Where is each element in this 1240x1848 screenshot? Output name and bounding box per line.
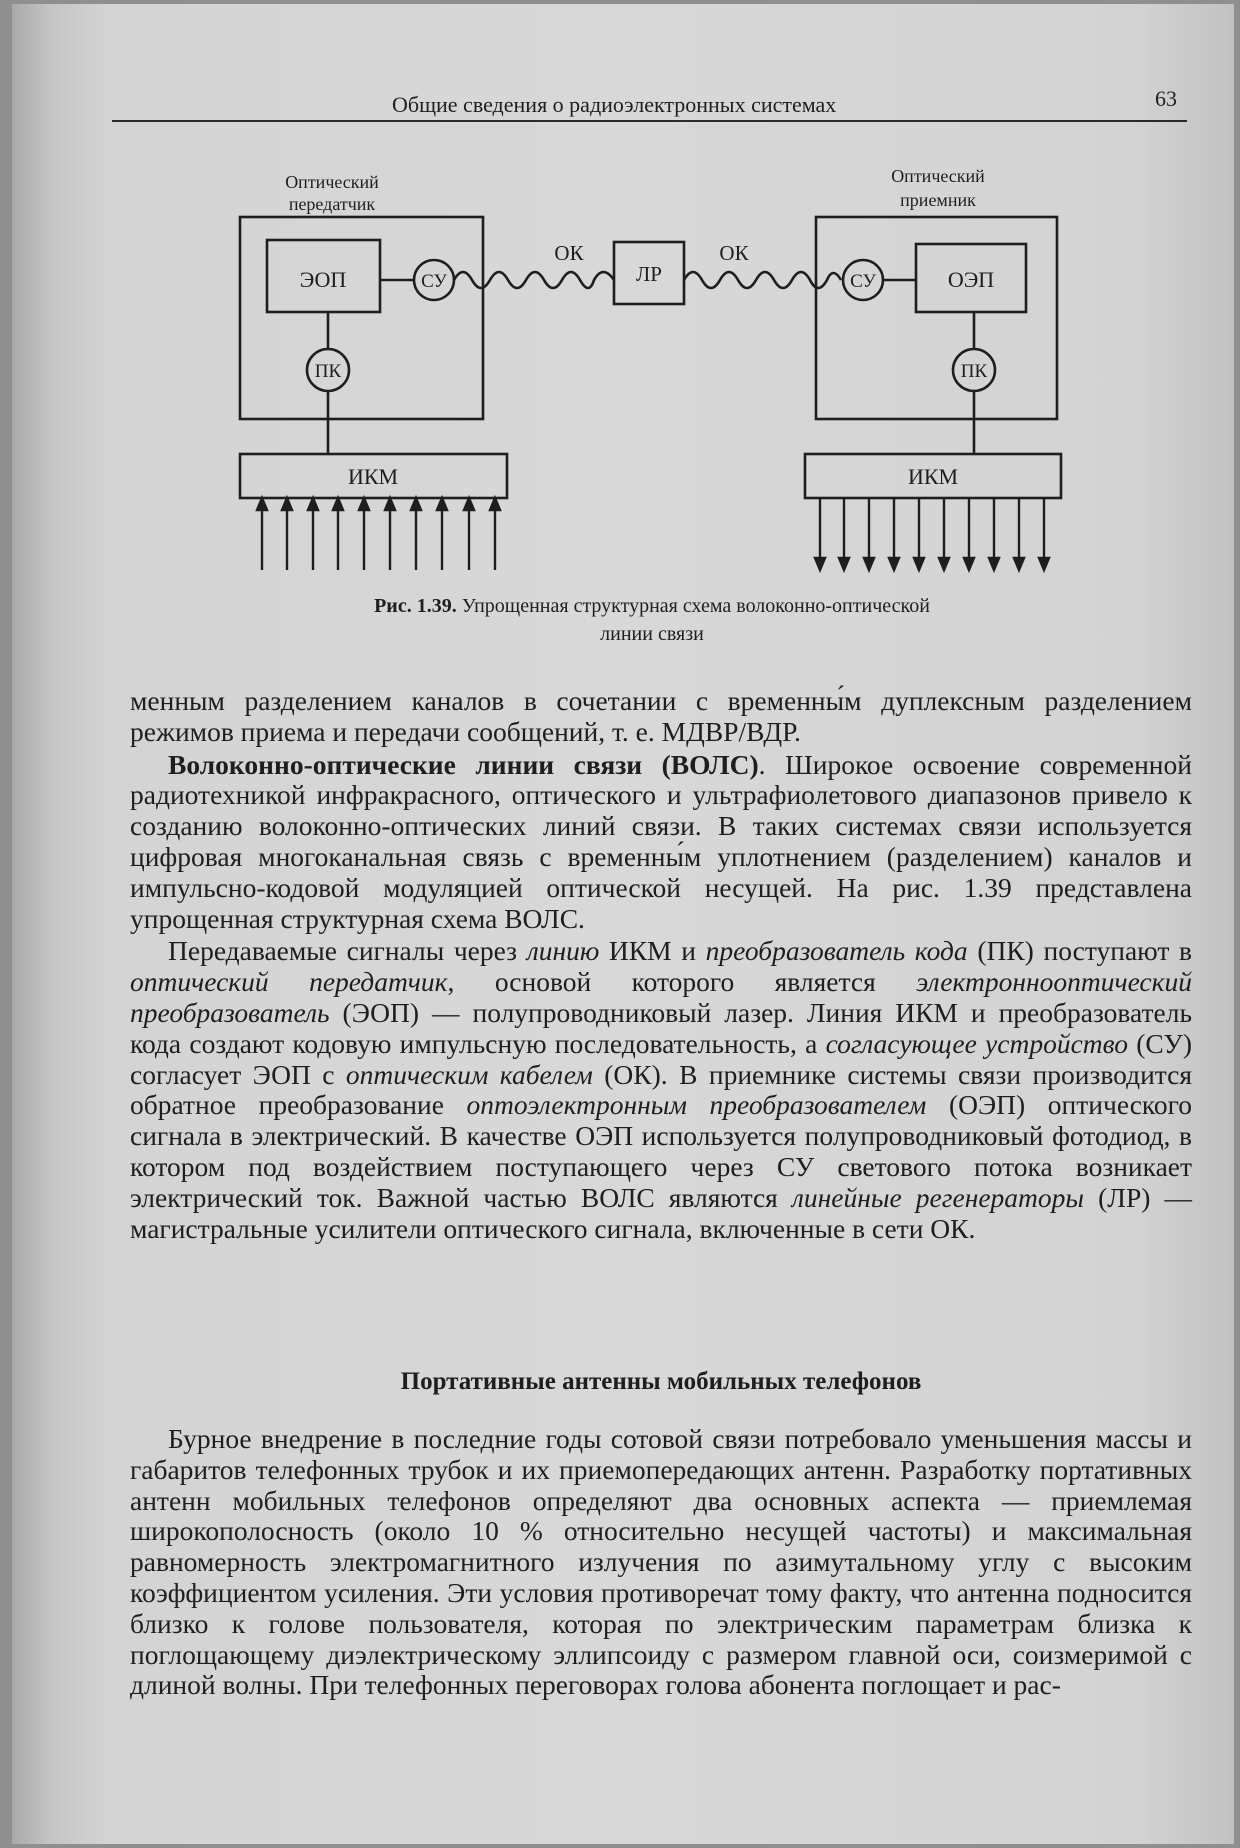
- running-title: Общие сведения о радиоэлектронных системах: [392, 92, 837, 117]
- input-arrow-head-10: [490, 498, 500, 510]
- p3-b: ИКМ и: [599, 935, 706, 967]
- input-arrow-head-3: [308, 498, 318, 510]
- input-arrow-head-1: [257, 498, 267, 510]
- receiver-box: [816, 217, 1057, 419]
- input-arrow-head-2: [282, 498, 292, 510]
- input-arrows: [257, 498, 500, 570]
- su-label-rx: СУ: [850, 271, 876, 292]
- output-arrow-head-5: [914, 558, 924, 570]
- body-text: [130, 686, 1192, 1244]
- input-arrow-head-5: [359, 498, 369, 510]
- p3-i6: оптическим кабелем: [345, 1058, 593, 1090]
- optical-cable-left: [454, 272, 614, 288]
- caption-number: Рис. 1.39.: [374, 595, 457, 617]
- paragraph-3: [130, 936, 1192, 1244]
- paragraph-4: Бурное внедрение в последние годы сотовой связи потребовало уменьшения массы и габаритов телефонных трубок и их приемопередающих антенн. Разработку портативных антенн мобильных телефонов определяют два основных аспекта — приемлемая широкополосность (около 10 % относительно несущей частоты) и максимальная равномерность электромагнитного излучения по азимутальному углу с высоким коэффициентом усиления. Эти условия противоречат тому факту, что антенна подносится близко к голове пользователя, которая по электрическим параметрам близка к поглощающему диэлектрическому эллипсоиду с размером главной оси, соизмеримой с длиной волны. При телефонных переговорах голова абонента поглощает и рас-: [130, 1423, 1192, 1701]
- p3-f: (СУ) согласует ЭОП с: [130, 1027, 1193, 1090]
- receiver-label-1: Оптический: [891, 166, 985, 186]
- ikm-label-rx: ИКМ: [907, 464, 959, 489]
- input-arrow-head-8: [437, 498, 447, 510]
- book-page: [12, 4, 1234, 1844]
- p3-a: Передаваемые сигналы через: [168, 935, 527, 967]
- p3-i7: оптоэлектронным преобразователем: [466, 1089, 927, 1121]
- output-arrow-head-9: [1014, 558, 1024, 570]
- output-arrow-head-8: [989, 558, 999, 570]
- oep-label: ОЭП: [947, 267, 995, 292]
- su-label-tx: СУ: [421, 271, 447, 292]
- transmitter-box: [240, 217, 483, 419]
- output-arrow-head-3: [864, 558, 874, 570]
- p3-j: (ЛР) — магистральные усилители оптического сигнала, включенные в сети ОК.: [130, 1181, 1192, 1244]
- pk-label-rx: ПК: [960, 361, 988, 382]
- transmitter-label-2: передатчик: [288, 194, 376, 214]
- p3-i1: линию: [526, 935, 600, 967]
- p3-g: (ОК). В приемнике системы связи производится обратное преобразование: [130, 1058, 1192, 1121]
- eop-label: ЭОП: [299, 267, 347, 292]
- body-text-2: [130, 1424, 1192, 1701]
- output-arrow-head-7: [964, 558, 974, 570]
- figure-caption: [222, 592, 1082, 648]
- section-heading: Портативные антенны мобильных телефонов: [400, 1368, 922, 1395]
- fiber-optic-diagram: [12, 4, 1234, 604]
- page-number: 63: [1155, 86, 1177, 111]
- output-arrow-head-2: [839, 558, 849, 570]
- input-arrow-head-4: [333, 498, 343, 510]
- ok-label-right: ОК: [719, 241, 749, 265]
- caption-text: Упрощенная структурная схема волоконно-оптической: [456, 595, 930, 617]
- p3-e: (ЭОП) — полупроводниковый лазер. Линия ИКМ и преобразователь кода создают кодовую импульсную последовательность, а: [130, 996, 1192, 1059]
- p3-i4: электроннооптический преобразователь: [130, 966, 1192, 1028]
- p3-i2: преобразователь кода: [705, 935, 968, 967]
- output-arrow-head-1: [815, 558, 825, 570]
- p3-i8: линейные регенераторы: [791, 1181, 1085, 1213]
- receiver-label-2: приемник: [900, 190, 976, 210]
- paragraph-1: менным разделением каналов в сочетании с временны́м дуплексным разделением режимов приема и передачи сообщений, т. е. МДВР/ВДР.: [130, 685, 1192, 747]
- transmitter-label-1: Оптический: [285, 172, 379, 192]
- input-arrow-head-6: [385, 498, 395, 510]
- pk-label-tx: ПК: [314, 361, 342, 382]
- p3-i5: согласующее устройство: [825, 1027, 1128, 1059]
- p3-i3: оптический передатчик: [130, 966, 448, 998]
- input-arrow-head-7: [411, 498, 421, 510]
- output-arrow-head-6: [939, 558, 949, 570]
- paragraph-2: [130, 750, 1192, 935]
- p3-h: (ОЭП) оптического сигнала в электрический. В качестве ОЭП используется полупроводниковый фотодиод, в котором под воздействием поступающего через СУ светового потока возникает электрический ток. Важной частью ВОЛС являются: [130, 1089, 1192, 1213]
- p3-d: , основой которого является: [447, 966, 917, 998]
- p3-c: (ПК) поступают в: [967, 935, 1193, 967]
- output-arrow-head-10: [1039, 558, 1049, 570]
- ok-label-left: ОК: [554, 241, 584, 265]
- caption-line-2: линии связи: [600, 623, 704, 645]
- output-arrow-head-4: [889, 558, 899, 570]
- paragraph-2-text: . Широкое освоение современной радиотехникой инфракрасного, оптического и ультрафиолетового диапазонов привело к созданию волоконно-оптических линий связи. В таких системах связи используется цифровая многоканальная связь с временны́м уплотнением (разделением) каналов и импульсно-кодовой модуляцией оптической несущей. На рис. 1.39 представлена упрощенная структурная схема ВОЛС.: [130, 748, 1192, 934]
- optical-cable-right: [684, 272, 841, 288]
- vols-term: Волоконно-оптические линии связи (ВОЛС): [168, 748, 759, 780]
- input-arrow-head-9: [464, 498, 474, 510]
- ikm-label-tx: ИКМ: [347, 464, 399, 489]
- lr-label: ЛР: [636, 262, 662, 286]
- output-arrows: [815, 498, 1049, 570]
